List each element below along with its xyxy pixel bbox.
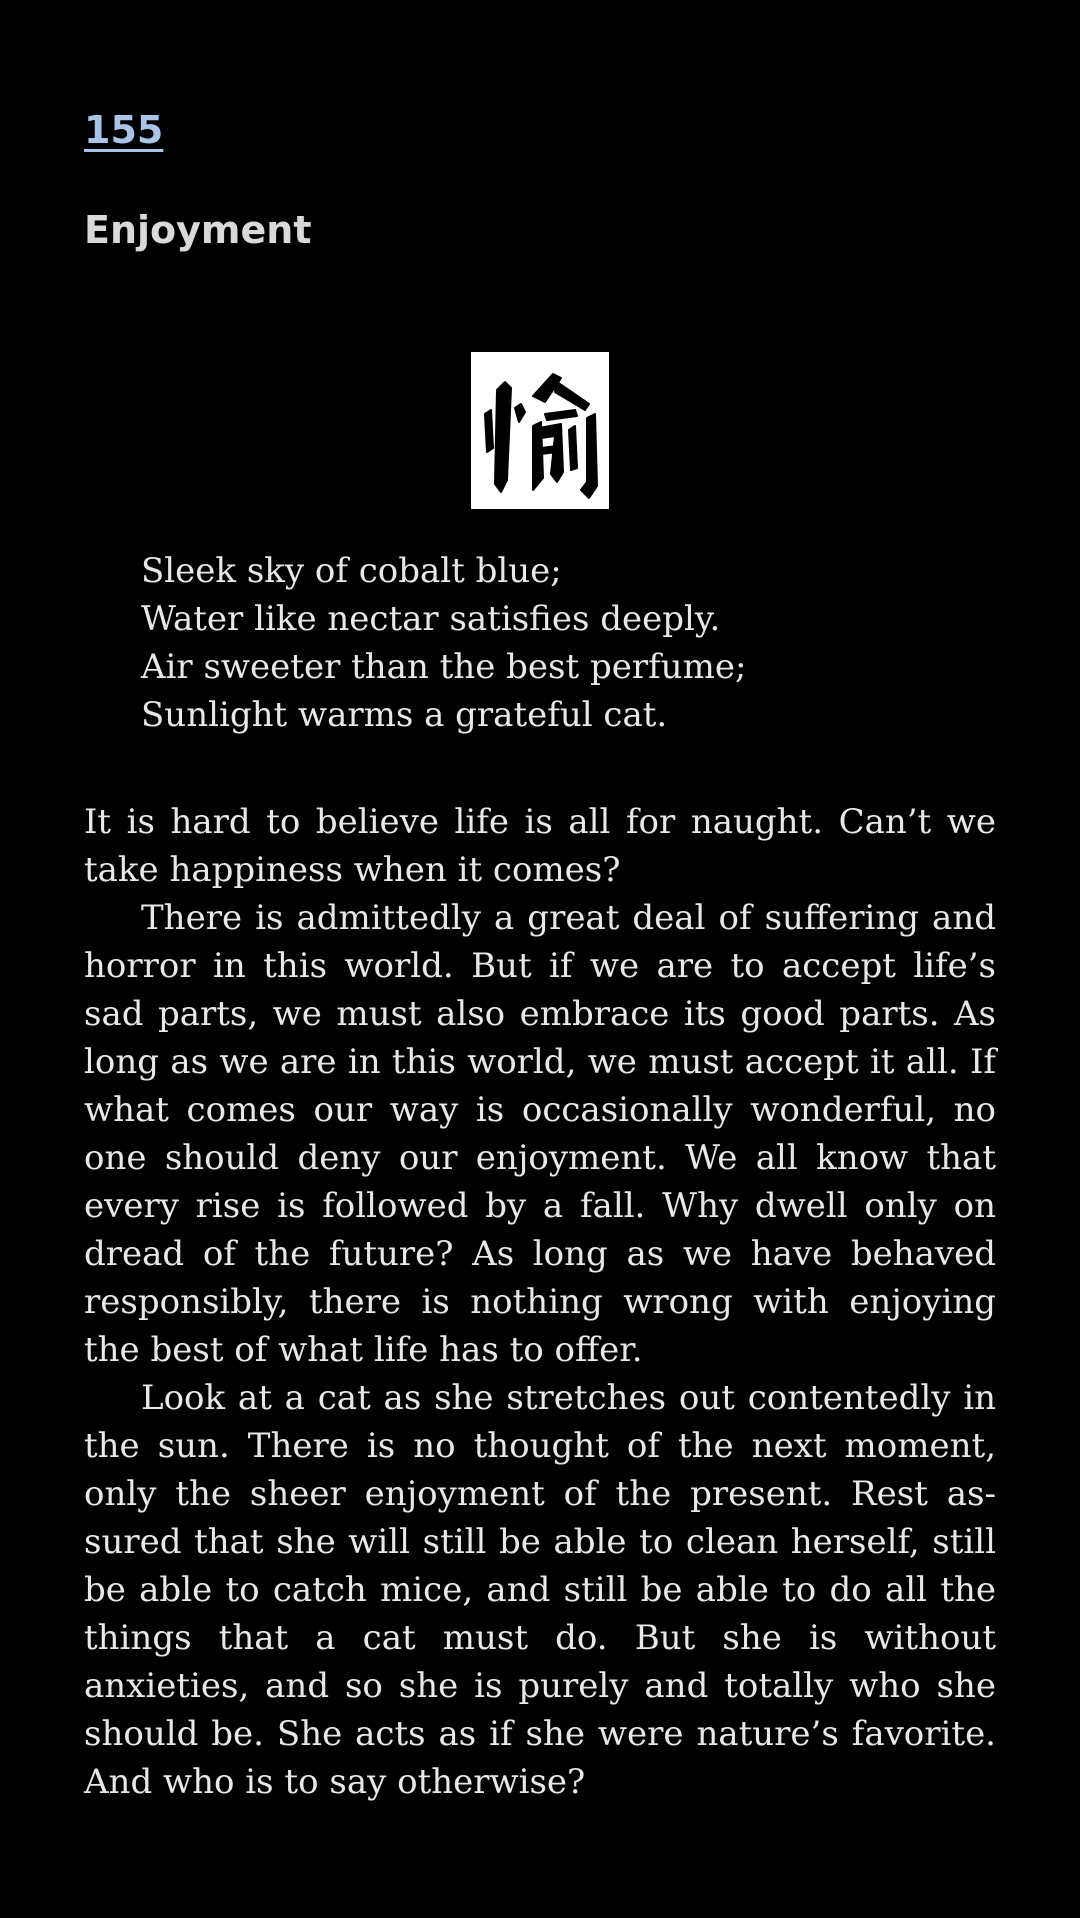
poem-line: Air sweeter than the best perfume;: [141, 647, 747, 687]
poem-line: Sleek sky of cobalt blue;: [141, 551, 562, 591]
calligraphy-image: [471, 352, 609, 509]
chapter-title: Enjoyment: [84, 208, 312, 252]
poem-line: Water like nectar satisfies deeply.: [141, 599, 721, 639]
paragraph: There is admittedly a great deal of suffering and horror in this world. But if we are to accept life’s sad parts, we must also embrace its good parts. As long as we are in this world, we must accept it all. If what comes our way is occasionally wonderful, no one should deny our enjoyment. We all know that every rise is followed by a fall. Why dwell only on dread of the future? As long as we have behaved responsibly, there is nothing wrong with enjoying the best of what life has to offer.: [84, 898, 996, 1370]
body-text: [84, 798, 996, 1806]
paragraph: It is hard to believe life is all for naught. Can’t we take happiness when it comes?: [84, 802, 996, 890]
poem-line: Sunlight warms a grateful cat.: [141, 695, 668, 735]
page-number-link[interactable]: 155: [84, 108, 164, 152]
paragraph: Look at a cat as she stretches out contentedly in the sun. There is no thought of the next moment, only the sheer enjoyment of the present. Rest assured that she will still be able to clean herself, still be able to catch mice, and still be able to do all the things that a cat must do. But she is without anxieties, and so she is purely and totally who she should be. She acts as if she were nature’s favorite. And who is to say otherwise?: [84, 1378, 996, 1802]
poem: [141, 547, 746, 739]
